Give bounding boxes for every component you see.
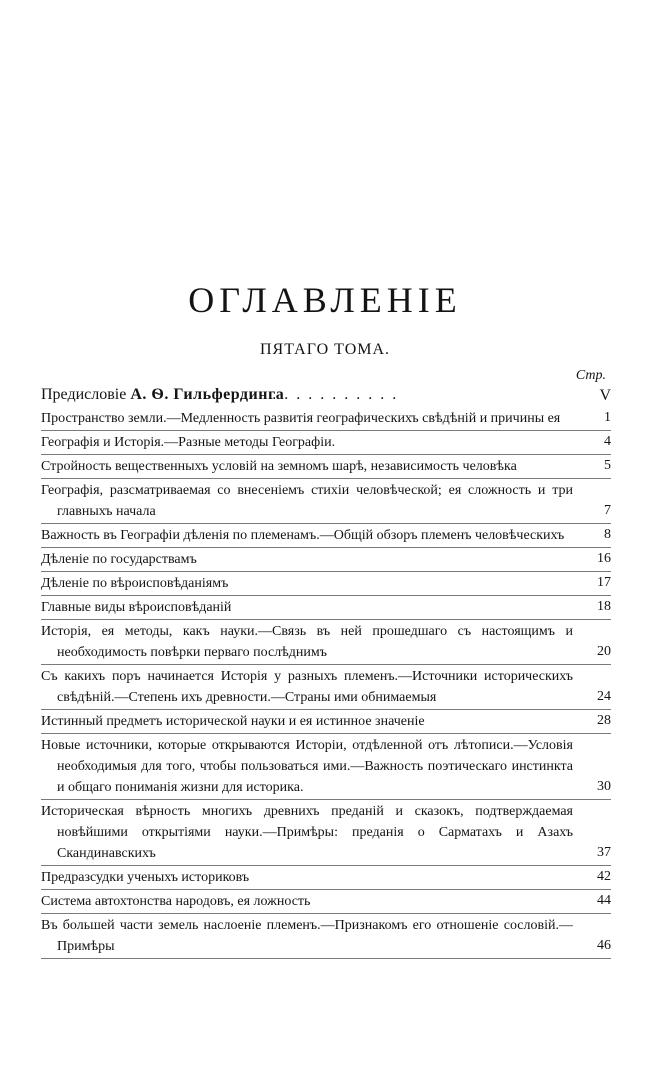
toc-entry-text: Съ какихъ поръ начинается Исторія у разныхъ племенъ.—Источники историческихъ свѣдѣній.—Степень ихъ древности.—Страны ими обнимаемыя [41,669,573,705]
toc-entry [41,597,611,620]
toc-entry-text: Главные виды вѣроисповѣданій [41,600,232,615]
toc-entry-author: А. Ѳ. Гильфердинга [130,386,285,403]
toc-entry-page: 24 [597,689,611,704]
toc-entry-text: Предисловіе [41,386,131,403]
toc-entry-page: 4 [604,434,611,449]
toc-entry [41,891,611,914]
toc-entry-page: 16 [597,551,611,566]
toc-entry-text: Важность въ Географіи дѣленія по племенамъ.—Общій обзоръ племенъ человѣческихъ [41,528,565,543]
toc-entry [41,735,611,800]
page-title: ОГЛАВЛЕНІЕ [188,280,462,320]
toc-entry-page: 17 [597,575,611,590]
toc-entry [41,801,611,866]
toc-entry-page: 20 [597,644,611,659]
toc-entry-text: Дѣленіе по вѣроисповѣданіямъ [41,576,229,591]
toc-entry-page: 30 [597,779,611,794]
toc-entry-page: 7 [604,503,611,518]
toc-entry-text: Стройность вещественныхъ условій на земномъ шарѣ, независимость человѣка [41,459,517,474]
toc-entry [41,480,611,524]
toc-entry [41,456,611,479]
toc-entry-page: 42 [597,869,611,884]
toc-entry-text: Географія и Исторія.—Разные методы Географіи. [41,435,336,450]
toc-entry-text: Система автохтонства народовъ, ея ложность [41,894,311,909]
toc-entry [41,666,611,710]
toc-entry-page: 18 [597,599,611,614]
toc-entry-page: 8 [604,527,611,542]
toc-entry-page: V [599,387,611,404]
page-column-header: Стр. [575,368,606,383]
toc-entry-text: Историческая вѣрность многихъ древнихъ преданій и сказокъ, подтверждаемая новѣйшими открытіями науки.—Примѣры: преданія о Сарматахъ и Азахъ Скандинавскихъ [41,804,573,861]
table-of-contents [41,384,611,960]
toc-entry-text: Пространство земли.—Медленность развитія географическихъ свѣдѣній и причины ея [41,411,561,426]
toc-entry [41,549,611,572]
toc-entry [41,432,611,455]
toc-entry-page: 46 [597,938,611,953]
toc-entry-page: 28 [597,713,611,728]
toc-entry [41,573,611,596]
toc-entry-text: Предразсудки ученыхъ историковъ [41,870,250,885]
toc-entry [41,621,611,665]
toc-entry-text: Дѣленіе по государствамъ [41,552,197,567]
toc-entry-page: 5 [604,458,611,473]
toc-entry-page: 37 [597,845,611,860]
toc-entry-text: Новые источники, которые открываются Исторіи, отдѣленной отъ лѣтописи.—Условія необходимыя для того, чтобы пользоваться ими.—Важность поэтическаго инстинкта и общаго пониманія жизни для историка. [41,738,573,795]
toc-entry-page: 44 [597,893,611,908]
toc-entry: Предисловіе А. Ѳ. Гильфердинга . . . . . . . . . . . V [41,384,611,407]
toc-entry-text: Географія, разсматриваемая со внесеніемъ стихіи человѣческой; ея сложность и три главныхъ начала [41,483,573,519]
toc-entry [41,867,611,890]
toc-entry-text: Въ большей части земель наслоеніе племенъ.—Признакомъ его отношеніе сословій.—Примѣры [41,918,573,954]
toc-entry-page: 1 [604,410,611,425]
toc-entry-text: Исторія, ея методы, какъ науки.—Связь въ ней прошедшаго съ настоящимъ и необходимость повѣрки перваго послѣднимъ [41,624,573,660]
toc-entry [41,915,611,959]
toc-entry-text: Истинный предметъ исторической науки и ея истинное значеніе [41,714,425,729]
volume-subtitle: ПЯТАГО ТОМА. [259,341,391,358]
toc-entry [41,408,611,431]
toc-entry [41,525,611,548]
toc-entry [41,711,611,734]
